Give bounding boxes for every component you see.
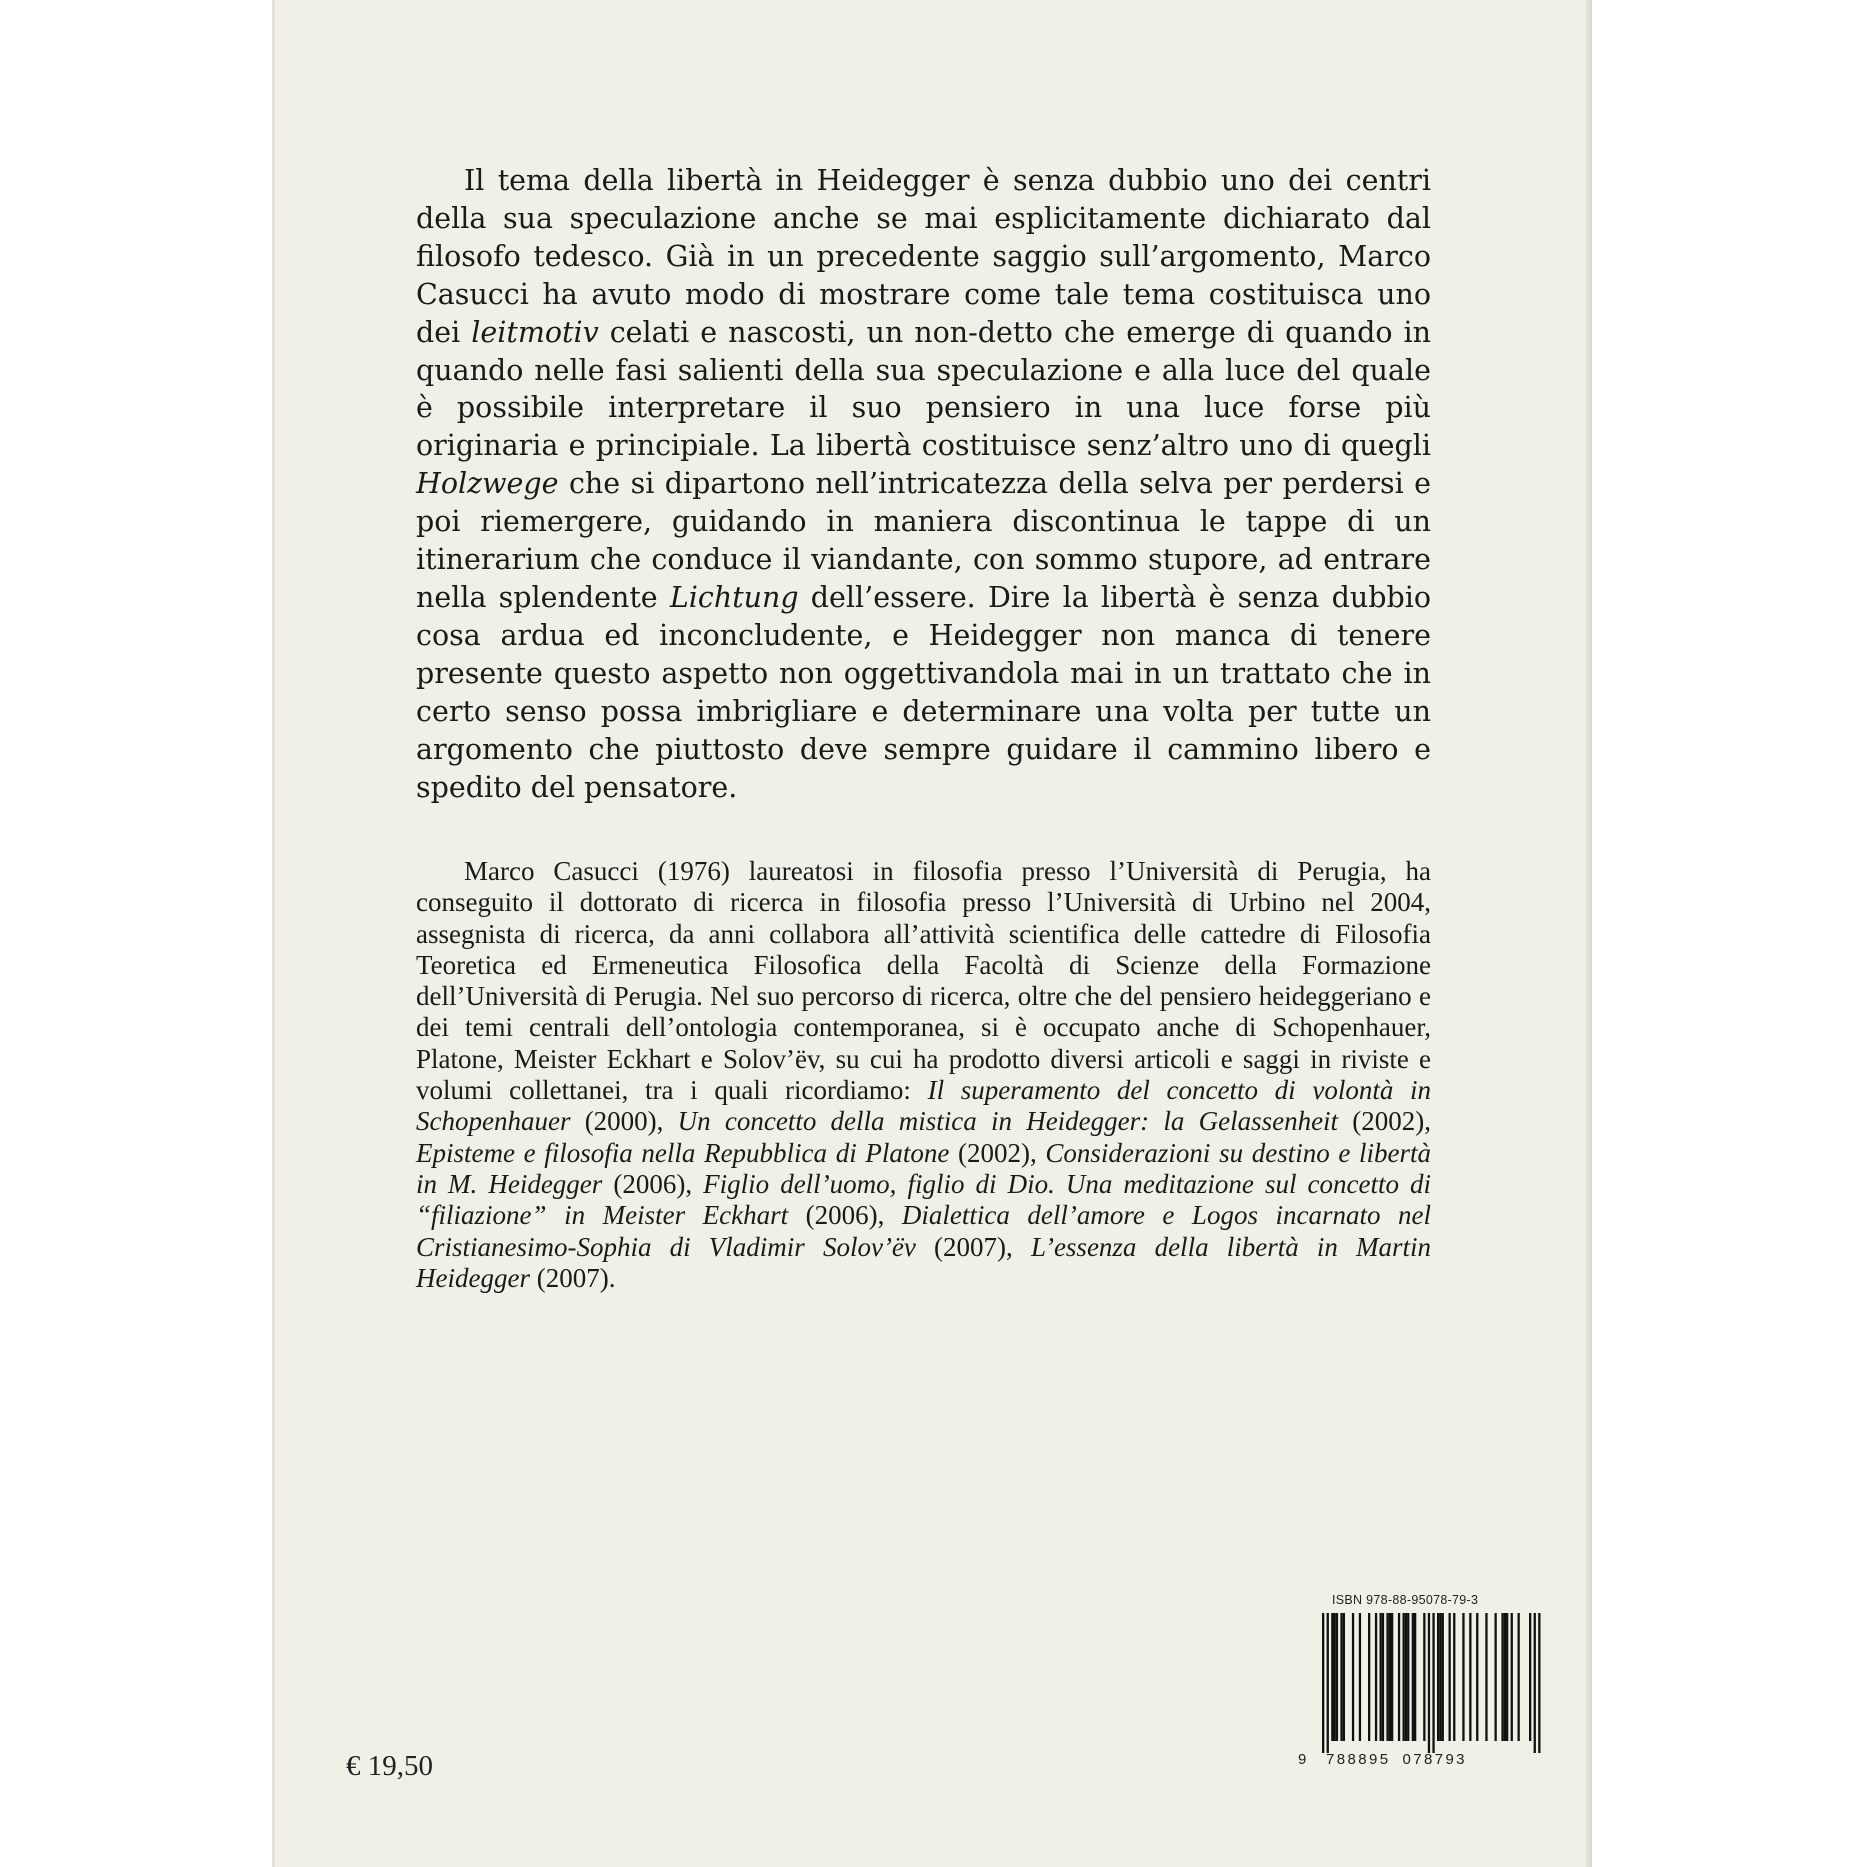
italic-title-text: Lichtung <box>669 580 799 614</box>
text-run: (2006), <box>602 1168 704 1199</box>
barcode-bar <box>1391 1613 1393 1741</box>
text-run: (2007), <box>915 1231 1031 1262</box>
barcode-bar <box>1439 1613 1441 1741</box>
italic-title-text: Holzwege <box>416 467 559 501</box>
barcode-bar <box>1336 1613 1338 1741</box>
barcode-guard-bar <box>1538 1613 1540 1753</box>
barcode-image <box>1298 1613 1548 1755</box>
barcode-bar <box>1476 1613 1478 1741</box>
barcode-guard-bar <box>1432 1613 1434 1753</box>
text-run: che si dipartono nell’intricatezza della selva per perdersi e poi riemergere, guidando in maniera discontinua le tappe di un itinerarium che conduce il viandante, con sommo stupore, ad entrare nella splendente <box>416 467 1431 614</box>
barcode-bar <box>1437 1613 1439 1741</box>
barcode-bar <box>1469 1613 1471 1741</box>
text-run: (2002), <box>1338 1106 1432 1137</box>
barcode-bar <box>1405 1613 1407 1741</box>
barcode-bar <box>1414 1613 1416 1741</box>
barcode-bar <box>1529 1613 1531 1741</box>
barcode-bar <box>1343 1613 1345 1741</box>
text-run: dell’essere. Dire la libertà è senza dubbio cosa ardua ed inconcludente, e Heidegger non manca di tenere presente questo aspetto non oggettivandola mai in un trattato che in certo senso possa imbrigliare e determinare una volta per tutte un argomento che piuttosto deve sempre guidare il cammino libero e spedito del pensatore. <box>416 580 1431 804</box>
barcode-bar <box>1352 1613 1354 1741</box>
barcode-bar <box>1501 1613 1503 1741</box>
text-run: celati e nascosti, un non-detto che emerge di quando in quando nelle fasi salienti della sua speculazione e alla luce del quale è possibile interpretare il suo pensiero in una luce forse più originaria e principiale. La libertà costituisce senz’altro uno di quegli <box>416 315 1431 463</box>
cover-edge <box>1586 0 1592 1867</box>
italic-title-text: Figlio dell’uomo, figlio di Dio. Una meditazione sul concetto di “filiazione” in Meister Eckhart <box>416 1168 1432 1231</box>
author-bio-paragraph <box>416 856 1431 1294</box>
barcode-bar <box>1511 1613 1513 1741</box>
italic-title-text: leitmotiv <box>471 315 599 349</box>
barcode-guard-bar <box>1322 1613 1324 1753</box>
barcode-guard-bar <box>1428 1613 1430 1753</box>
text-run: Marco Casucci (1976) laureatosi in filosofia presso l’Università di Perugia, ha conseguito il dottorato di ricerca in filosofia presso l’Università di Urbino nel 2004, assegnista di ricerca, da anni collabora all’attività scientifica delle cattedre di Filosofia Teoretica ed Ermeneutica Filosofica della Facoltà di Scienze della Formazione dell’Università di Perugia. Nel suo percorso di ricerca, oltre che del pensiero heideggeriano e dei temi centrali dell’ontologia contemporanea, si è occupato anche di Schopenhauer, Platone, Meister Eckhart e Solov’ëv, su cui ha prodotto diversi articoli e saggi in riviste e volumi collettanei, tra i quali ricordiamo: <box>416 856 1431 1106</box>
italic-title-text: L’essenza della libertà in Martin Heidegger <box>416 1231 1432 1293</box>
ean-right-digits: 078793 <box>1402 1751 1467 1768</box>
isbn-barcode-block <box>1298 1593 1548 1773</box>
barcode-bar <box>1453 1613 1455 1741</box>
barcode-bar <box>1518 1613 1520 1741</box>
ean-digits <box>1298 1751 1548 1768</box>
barcode-guard-bar <box>1327 1613 1329 1753</box>
barcode-bar <box>1386 1613 1388 1741</box>
barcode-bar <box>1359 1613 1361 1741</box>
barcode-bar <box>1407 1613 1409 1741</box>
text-run: (2002), <box>949 1137 1046 1168</box>
barcode-bar <box>1382 1613 1384 1741</box>
barcode-bar <box>1506 1613 1508 1741</box>
barcode-bar <box>1334 1613 1336 1741</box>
barcode-bar <box>1331 1613 1333 1741</box>
barcode-bar <box>1495 1613 1497 1741</box>
barcode-bar <box>1398 1613 1400 1741</box>
blurb-paragraph <box>416 162 1431 806</box>
text-run: (2000), <box>570 1106 678 1137</box>
book-back-cover <box>272 0 1592 1867</box>
barcode-bar <box>1375 1613 1377 1741</box>
barcode-bar <box>1504 1613 1506 1741</box>
italic-title-text: Il superamento del concetto di volontà in Schopenhauer <box>416 1075 1431 1137</box>
text-run: (2007). <box>529 1262 616 1293</box>
italic-title-text: Episteme e filosofia nella Repubblica di Platone <box>416 1137 950 1168</box>
barcode-bar <box>1423 1613 1425 1741</box>
barcode-bar <box>1403 1613 1405 1741</box>
barcode-bar <box>1442 1613 1444 1741</box>
barcode-guard-bar <box>1534 1613 1536 1753</box>
barcode-bar <box>1462 1613 1464 1741</box>
price-label: € 19,50 <box>346 1750 433 1782</box>
barcode-bar <box>1485 1613 1487 1741</box>
barcode-bar <box>1340 1613 1342 1741</box>
barcode-bar <box>1368 1613 1370 1741</box>
italic-title-text: Dialettica dell’amore e Logos incarnato nel Cristianesimo-Sophia di Vladimir Solov’ëv <box>416 1200 1432 1262</box>
text-run: (2006), <box>788 1200 902 1231</box>
barcode-bar <box>1412 1613 1414 1741</box>
italic-title-text: Un concetto della mistica in Heidegger: la Gelassenheit <box>677 1106 1339 1137</box>
ean-left-digits: 788895 <box>1326 1751 1391 1768</box>
text-run: Il tema della libertà in Heidegger è senza dubbio uno dei centri della sua speculazione anche se mai esplicitamente dichiarato dal filosofo tedesco. Già in un precedente saggio sull’argomento, Marco Casucci ha avuto modo di mostrare come tale tema costituisca uno dei <box>416 164 1431 349</box>
barcode-bar <box>1389 1613 1391 1741</box>
ean-first-digit: 9 <box>1298 1751 1307 1768</box>
barcode-bar <box>1449 1613 1451 1741</box>
isbn-label: ISBN 978-88-95078-79-3 <box>1332 1593 1479 1607</box>
barcode-bar <box>1380 1613 1382 1741</box>
italic-title-text: Considerazioni su destino e libertà in M. Heidegger <box>416 1137 1432 1199</box>
